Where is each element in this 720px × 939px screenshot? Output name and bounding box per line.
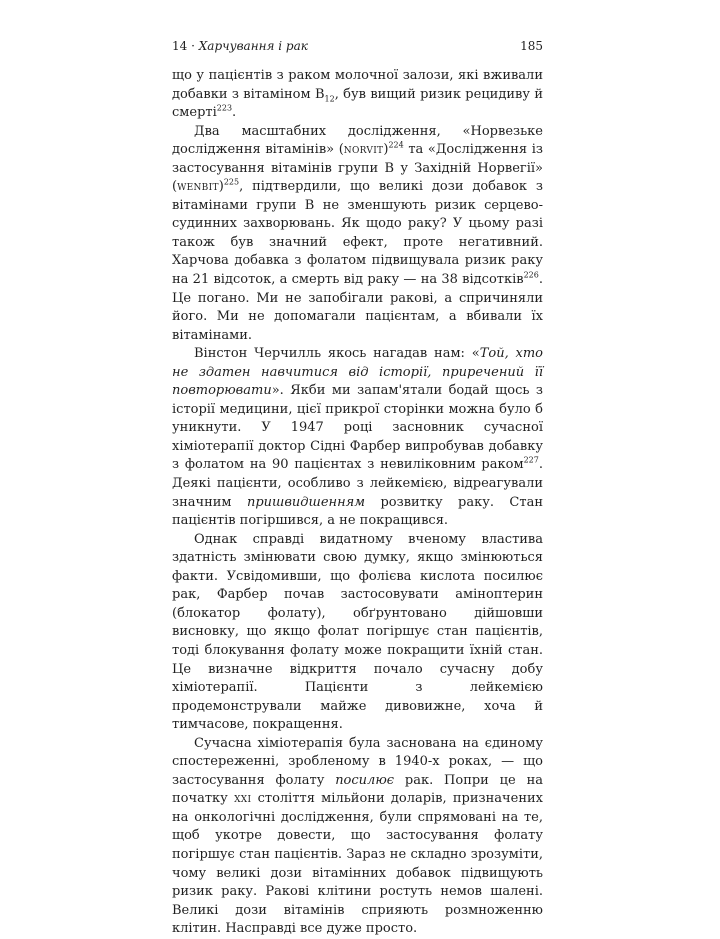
text-run: , підтвердили, що великі дози добавок з вітамінами групи В не зменшують ризик серцево-судинних захворювань. Як щодо раку? У цьому разі також був значний ефект, проте негативний. Харчова добавка з фолатом підвищувала ризик раку на 21 відсоток, а смерть від раку — на 38 відсотків bbox=[172, 179, 543, 288]
text-run: , був вищий ризик рецидиву й смерті bbox=[172, 86, 543, 121]
footnote-ref: 226 bbox=[523, 270, 539, 280]
text-run: рак. Попри це на початку bbox=[172, 772, 543, 807]
text-run: . Деякі пацієнти, особливо з лейкемією, відреагували значним bbox=[172, 457, 543, 510]
footnote-ref: 225 bbox=[223, 177, 240, 187]
text-run: розвитку раку. Стан пацієнтів погіршився, а не покращився. bbox=[172, 494, 543, 529]
text-run: століття мільйони доларів, призначених на онкологічні дослідження, були спрямовані на те, щоб укотре довести, що застосування фолату погіршує стан пацієнтів. Зараз не складно зрозуміти, чому великі дози вітамінних добавок підвищують ризик раку. Ракові клітини ростуть немов шалені. Великі дози вітамінів сприяють розмноженню клітин. Насправді все дуже просто. bbox=[172, 791, 544, 937]
paragraph-4 bbox=[172, 531, 543, 735]
chapter-title: Харчування і рак bbox=[198, 39, 308, 53]
running-header bbox=[172, 39, 543, 57]
small-caps-text: wenbit bbox=[177, 179, 219, 195]
footnote-ref: 223 bbox=[216, 103, 233, 113]
text-run: ) bbox=[218, 179, 224, 195]
text-run: що у пацієнтів з раком молочної залози, які вживали добавки з вітаміном B bbox=[172, 68, 543, 102]
footnote-ref: 224 bbox=[388, 140, 404, 150]
chapter-heading bbox=[172, 39, 308, 53]
page-number: 185 bbox=[520, 39, 543, 53]
text-run: Два масштабних дослідження, «Норвезьке дослідження вітамінів» ( bbox=[172, 123, 543, 158]
emphasis-text: Той, хто не здатен навчитися від історії, приречений її повторювати bbox=[172, 346, 543, 399]
header-separator: · bbox=[191, 39, 195, 53]
emphasis-text: пришвидшенням bbox=[246, 494, 366, 510]
small-caps-text: norvit bbox=[343, 142, 384, 158]
emphasis-text: посилює bbox=[335, 772, 395, 788]
body-text bbox=[172, 67, 543, 939]
text-run: Однак справді видатному вченому властива здатність змінювати свою думку, якщо змінюються факти. Усвідомивши, що фолієва кислота посилює рак, Фарбер почав застосовувати аміноптерин (блокатор фолату), обґрунтовано дійшовши висновку, що якщо фолат погіршує стан пацієнтів, тоді блокування фолату може покращити їхній стан. Це визначне відкриття почало сучасну добу хіміотерапії. Пацієнти з лейкемією продемонстрували майже дивовижне, хоча й тимчасове, покращення. bbox=[172, 531, 543, 733]
footnote-ref: 227 bbox=[523, 456, 539, 466]
text-run: . Це погано. Ми не запобігали ракові, а спричиняли його. Ми не допомагали пацієнтам, а вбивали їх вітамінами. bbox=[172, 272, 543, 343]
paragraph-3 bbox=[172, 345, 543, 530]
text-run: Вінстон Черчилль якось нагадав нам: « bbox=[194, 346, 480, 362]
small-caps-text: xxi bbox=[234, 791, 252, 807]
subscript: 12 bbox=[324, 94, 335, 104]
chapter-number: 14 bbox=[172, 39, 188, 53]
paragraph-5 bbox=[172, 735, 543, 939]
text-run: Сучасна хіміотерапія була заснована на єдиному спостереженні, зробленому в 1940-х роках, — що застосування фолату bbox=[172, 735, 543, 788]
paragraph-2 bbox=[172, 123, 543, 346]
text-run: та «Дослідження із застосування вітамінів групи В у Західній Норвегії» ( bbox=[172, 142, 543, 195]
paragraph-1 bbox=[172, 67, 543, 123]
text-run: ) bbox=[383, 142, 389, 158]
text-run: ». Якби ми запам'ятали бодай щось з історії медицини, цієї прикрої сторінки можна було б уникнути. У 1947 році засновник сучасної хіміотерапії доктор Сідні Фарбер випробував добавку з фолатом на 90 пацієнтах з невиліковним раком bbox=[172, 383, 543, 473]
text-run: . bbox=[232, 105, 237, 121]
